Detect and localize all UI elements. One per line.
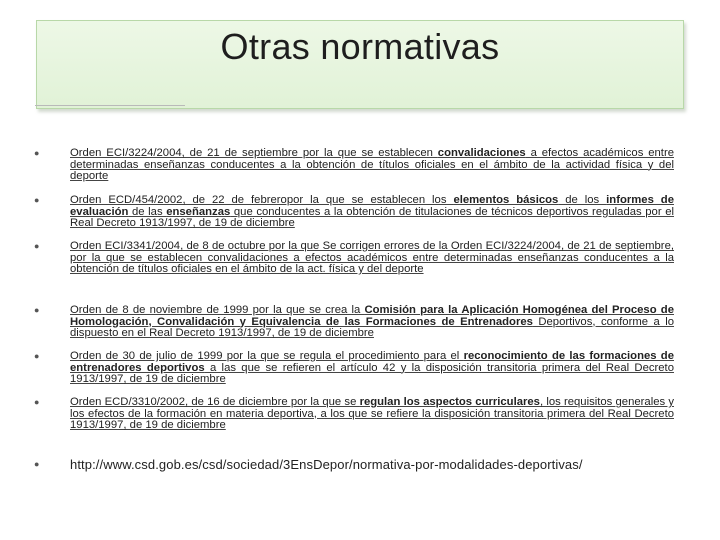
emphasis-text: enseñanzas — [166, 205, 231, 218]
title-box — [36, 20, 684, 109]
item-text[interactable] — [70, 305, 674, 340]
segment-text: Deportivos, conforme a lo dispuesto en el Real Decreto 1913/1997, de 19 de diciembre — [70, 315, 675, 339]
emphasis-text: reconocimiento de las formaciones de entrenadores deportivos — [70, 350, 674, 374]
bullet-icon: ● — [34, 351, 40, 361]
item-text[interactable] — [70, 148, 674, 183]
bullet-icon: ● — [34, 241, 40, 251]
title-divider — [35, 105, 185, 106]
segment-text: de los — [558, 194, 607, 206]
emphasis-text: regulan los aspectos curriculares — [359, 396, 540, 408]
segment-text: Orden de 8 de noviembre de 1999 por la que se crea la — [70, 304, 365, 316]
segment-text: Orden ECD/3310/2002, de 16 de diciembre por la que se — [70, 396, 360, 408]
url-link[interactable] — [70, 459, 674, 471]
segment-text: de las — [128, 205, 167, 218]
bullet-icon: ● — [34, 148, 40, 158]
item-text[interactable] — [70, 195, 674, 230]
segment-text: Orden de 30 de julio de 1999 por la que se regula el procedimiento para el — [70, 350, 464, 362]
bullet-icon: ● — [34, 397, 40, 407]
segment-text: Orden ECD/454/2002, de 22 de febreropor la que se establecen los — [70, 194, 454, 206]
segment-text: Orden ECI/3341/2004, de 8 de octubre por la que Se corrigen errores de la Orden ECI/3224/2004, de 21 de septiembre, por la que se establecen convalidaciones a efectos académicos entre determinadas enseñanzas conducentes a la obtención de títulos oficiales en el ámbito de la act. física y del deporte — [70, 240, 674, 275]
bullet-icon: ● — [34, 195, 40, 205]
segment-text: que conducentes a la obtención de titulaciones de técnicos deportivos reguladas por el Real Decreto 1913/1997, de 19 de diciembre — [70, 205, 674, 229]
segment-text: a las que se refieren el artículo 42 y la disposición transitoria primera del Real Decreto 1913/1997, de 19 de diciembre — [70, 361, 674, 385]
emphasis-text: informes de evaluación — [70, 194, 674, 218]
emphasis-text: Comisión para la Aplicación Homogénea del Proceso de Homologación, Convalidación y Equivalencia de las Formaciones de Entrenadores — [70, 304, 674, 328]
item-text[interactable] — [70, 241, 674, 276]
segment-text: http://www.csd.gob.es/csd/sociedad/3EnsDepor/normativa-por-modalidades-deportivas/ — [70, 457, 583, 472]
segment-text: , los requisitos generales y los efectos de la formación en materia deportiva, a los que se refiere la disposición transitoria primera del Real Decreto 1913/1997, de 19 de diciembre — [70, 396, 674, 431]
item-text[interactable] — [70, 397, 674, 432]
segment-text: a efectos académicos entre determinadas enseñanzas conducentes a la obtención de títulos oficiales en el ámbito de la actividad física y del deporte — [70, 147, 674, 182]
emphasis-text: convalidaciones — [437, 147, 526, 159]
bullet-icon: ● — [34, 305, 40, 315]
slide-title: Otras normativas — [220, 26, 500, 67]
item-text[interactable] — [70, 351, 674, 386]
bullet-icon: ● — [34, 459, 40, 469]
segment-text: Orden ECI/3224/2004, de 21 de septiembre por la que se establecen — [70, 147, 438, 159]
emphasis-text: elementos básicos — [453, 194, 559, 206]
